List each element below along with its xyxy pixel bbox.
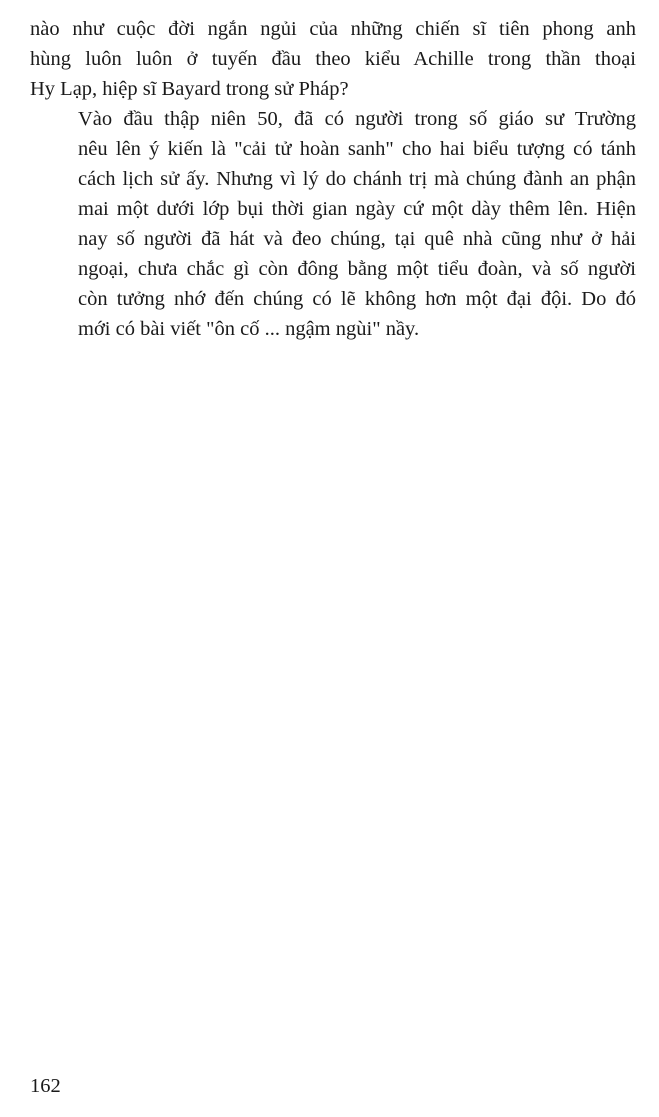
text-line: hùng luôn luôn ở tuyến đầu theo kiểu Achille trong thần thoại — [30, 48, 636, 70]
text-line: mai một dưới lớp bụi thời gian ngày cứ một dày thêm lên. Hiện — [78, 198, 636, 220]
text-line: ngoại, chưa chắc gì còn đông bằng một tiểu đoàn, và số người — [78, 258, 636, 280]
paragraph-1 — [30, 14, 636, 104]
text-line: cách lịch sử ấy. Nhưng vì lý do chánh trị mà chúng đành an phận — [78, 168, 636, 190]
text-line: Vào đầu thập niên 50, đã có người trong số giáo sư Trường — [78, 108, 636, 130]
text-line: còn tưởng nhớ đến chúng có lẽ không hơn một đại đội. Do đó — [78, 288, 636, 310]
body-text — [30, 14, 636, 344]
paragraph-2 — [30, 104, 636, 344]
text-line: nêu lên ý kiến là "cải tử hoàn sanh" cho hai biểu tượng có tánh — [78, 138, 636, 160]
text-line: nay số người đã hát và đeo chúng, tại quê nhà cũng như ở hải — [78, 228, 636, 250]
page-number: 162 — [30, 1075, 61, 1097]
text-line: nào như cuộc đời ngắn ngủi của những chiến sĩ tiên phong anh — [30, 18, 636, 40]
text-line: Hy Lạp, hiệp sĩ Bayard trong sử Pháp? — [30, 78, 349, 100]
text-line: mới có bài viết "ôn cố ... ngậm ngùi" nầy. — [78, 318, 420, 340]
